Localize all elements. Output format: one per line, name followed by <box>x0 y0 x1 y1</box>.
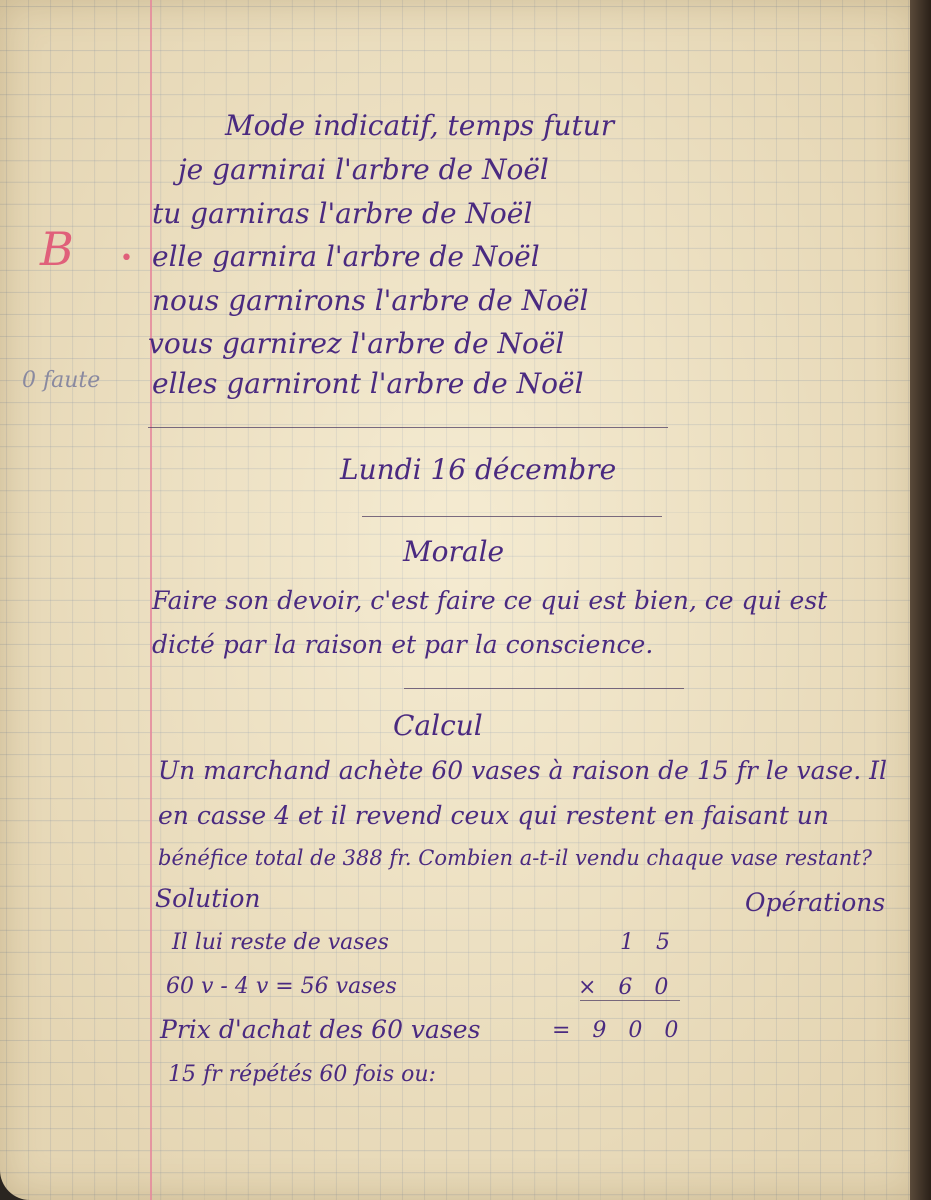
divider <box>148 427 668 428</box>
divider <box>404 688 684 689</box>
conjugation-line: tu garniras l'arbre de Noël <box>152 197 533 230</box>
operation-row: =900 <box>552 1018 701 1043</box>
grade-mark: B <box>40 222 74 276</box>
operation-rule <box>580 1000 680 1001</box>
morale-line: Faire son devoir, c'est faire ce qui est bien, ce qui est <box>152 586 828 615</box>
operation-row: 15 <box>620 930 692 955</box>
conjugation-line: elles garniront l'arbre de Noël <box>152 367 584 400</box>
morale-title: Morale <box>403 535 505 568</box>
date-heading: Lundi 16 décembre <box>340 453 617 486</box>
solution-label: Solution <box>155 884 261 913</box>
solution-line: Il lui reste de vases <box>172 930 389 955</box>
solution-line: 15 fr répétés 60 fois ou: <box>168 1062 436 1087</box>
problem-line: bénéfice total de 388 fr. Combien a-t-il vendu chaque vase restant? <box>158 846 872 870</box>
problem-line: Un marchand achète 60 vases à raison de 15 fr le vase. Il <box>158 756 887 785</box>
grade-dot: • <box>120 246 133 271</box>
conjugation-line: elle garnira l'arbre de Noël <box>152 240 540 273</box>
solution-line: 60 v - 4 v = 56 vases <box>166 974 397 999</box>
notebook-spine <box>910 0 931 1200</box>
morale-line: dicté par la raison et par la conscience. <box>152 630 654 659</box>
conjugation-title: Mode indicatif, temps futur <box>225 109 615 142</box>
calcul-title: Calcul <box>393 709 483 742</box>
solution-line: Prix d'achat des 60 vases <box>160 1015 481 1044</box>
operations-label: Opérations <box>745 888 886 917</box>
faults-note: 0 faute <box>22 368 101 393</box>
conjugation-line: nous garnirons l'arbre de Noël <box>152 284 589 317</box>
problem-line: en casse 4 et il revend ceux qui restent en faisant un <box>158 801 829 830</box>
operation-row: ×60 <box>578 975 691 1000</box>
divider <box>362 516 662 517</box>
conjugation-line: je garnirai l'arbre de Noël <box>178 153 549 186</box>
conjugation-line: vous garnirez l'arbre de Noël <box>148 327 565 360</box>
